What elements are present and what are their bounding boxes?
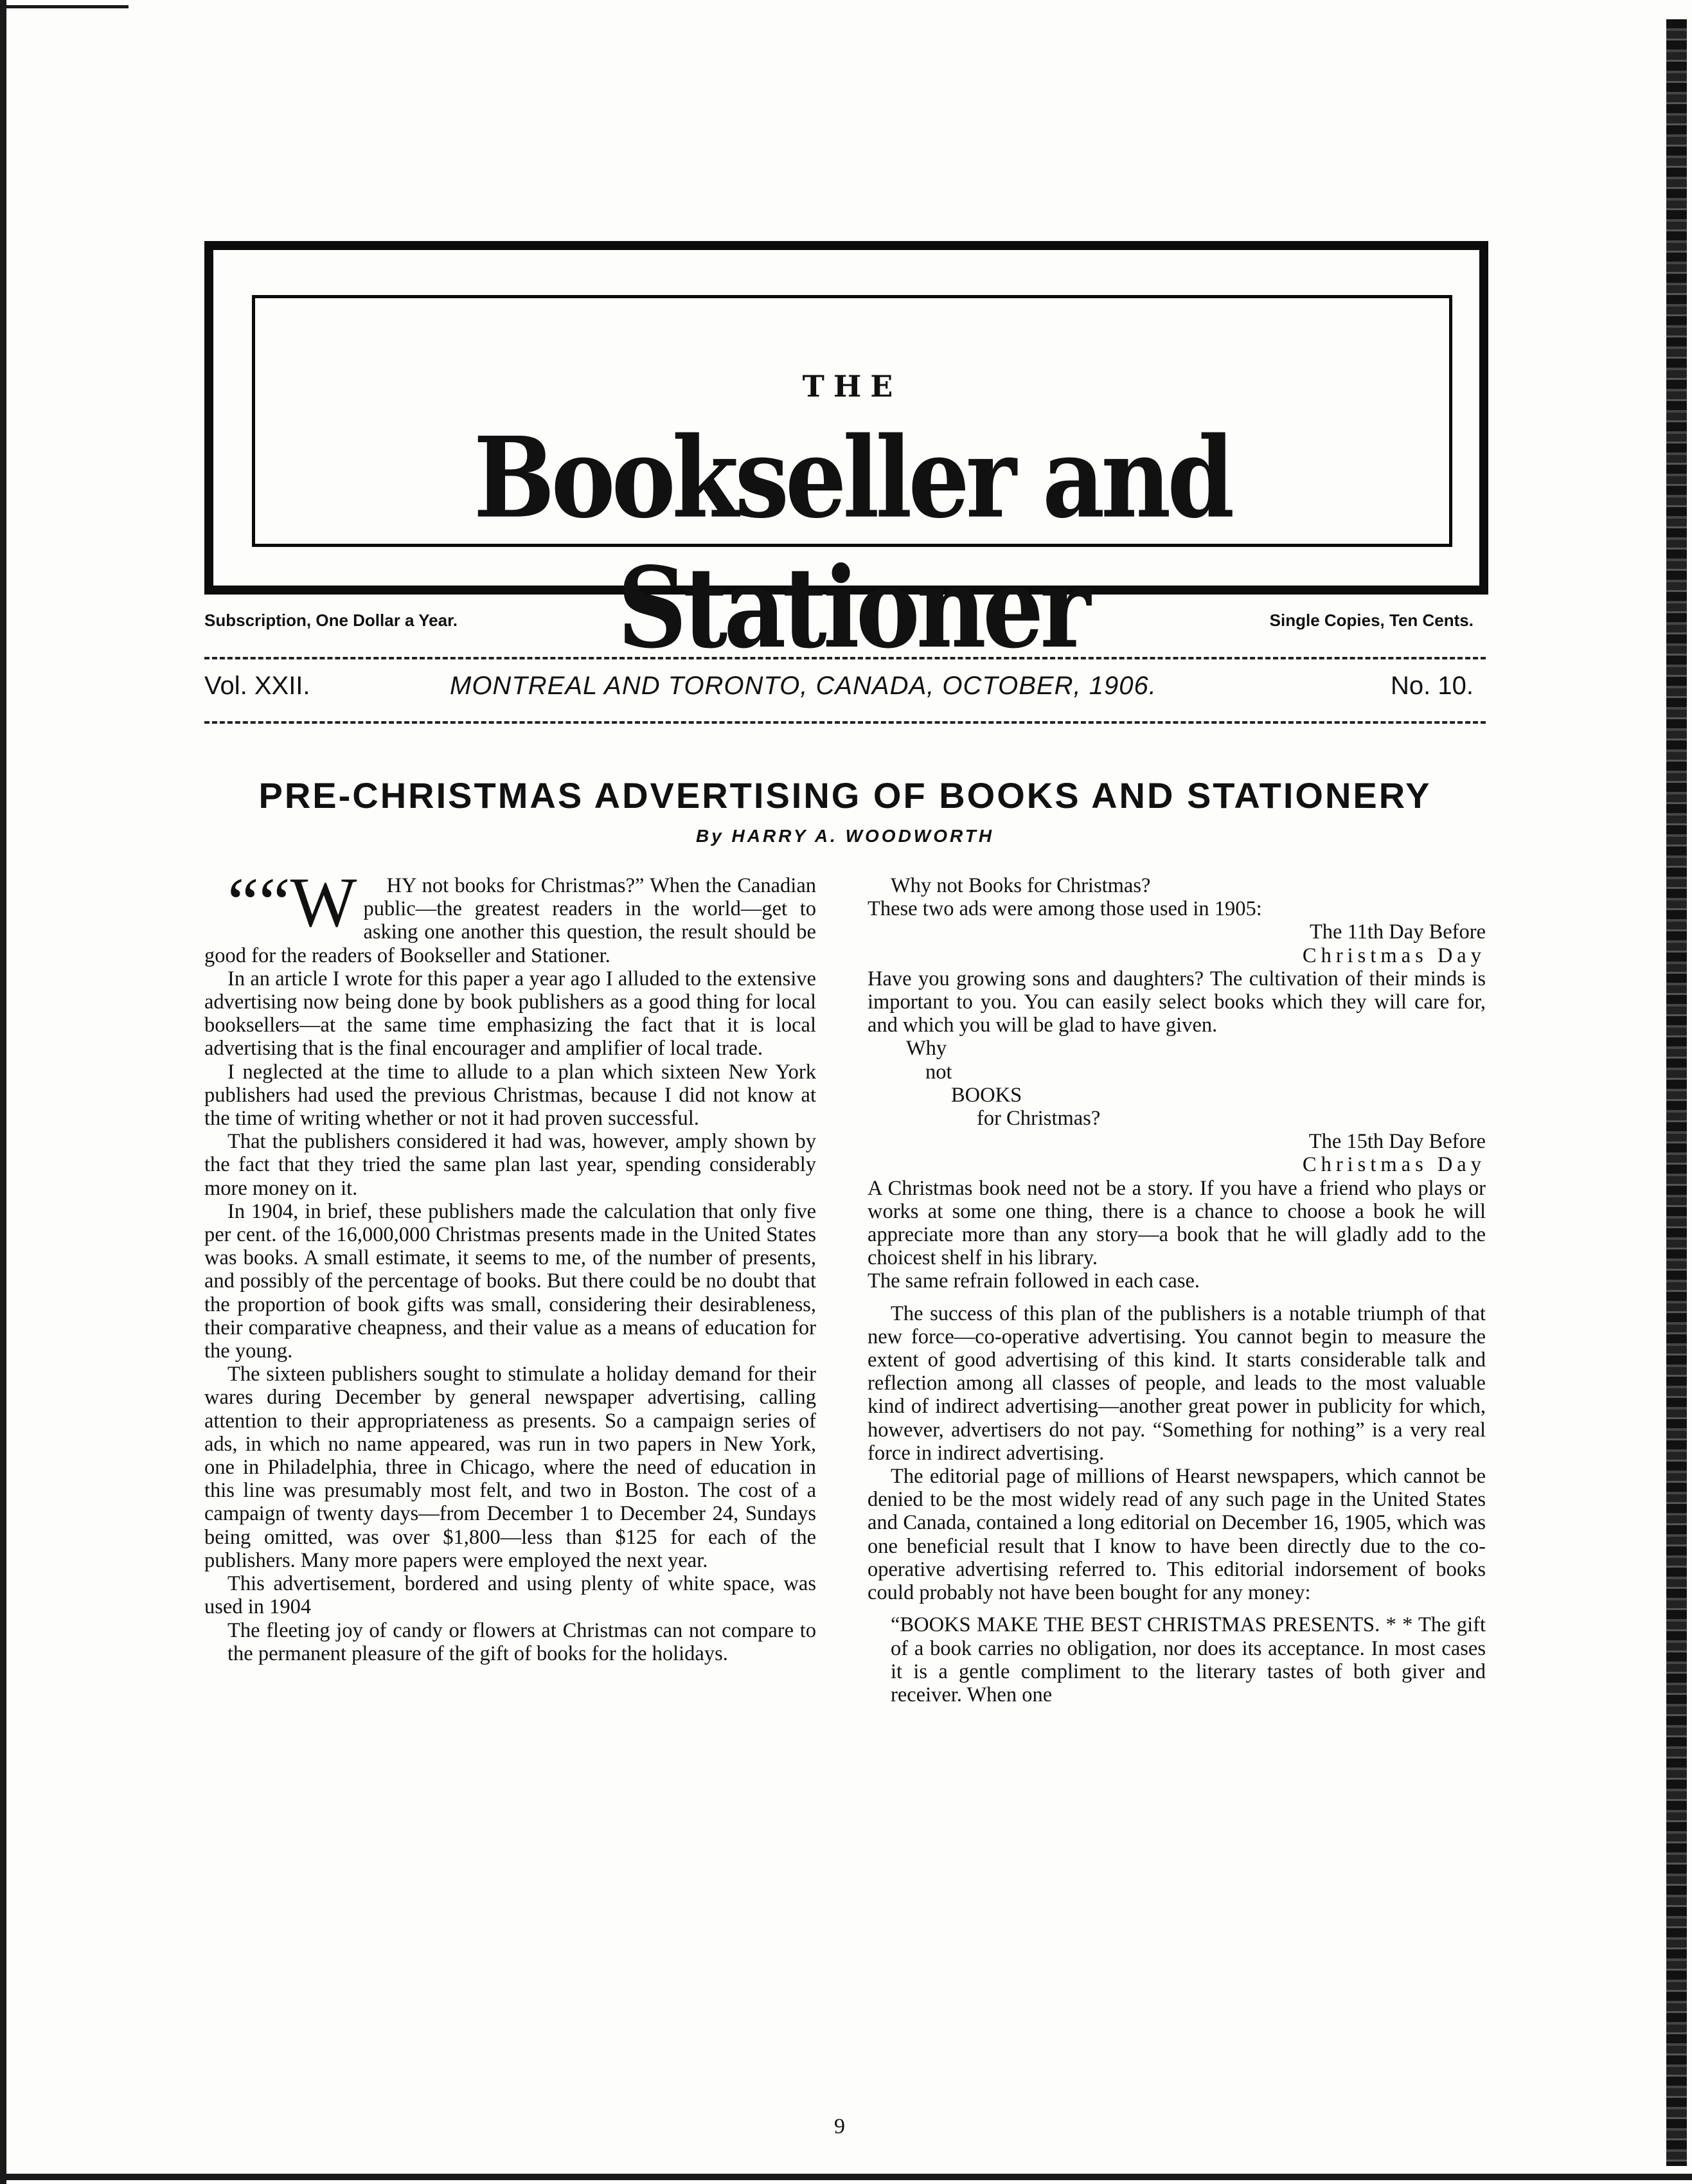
- masthead-the: THE: [802, 369, 902, 404]
- dateline: MONTREAL AND TORONTO, CANADA, OCTOBER, 1906.: [450, 672, 1157, 700]
- ad1-why: Why: [906, 1037, 947, 1061]
- masthead-title: Bookseller and Stationer: [473, 413, 1231, 674]
- volume-number: Vol. XXII.: [204, 672, 310, 700]
- ad-headline: Why not Books for Christmas?: [891, 874, 1151, 897]
- paragraph: These two ads were among those used in 1905:: [868, 897, 1262, 921]
- editorial-quote: “BOOKS MAKE THE BEST CHRISTMAS PRESENTS. * * The gift of a book carries no obligation, nor does its acceptance. In most cases it is a gentle compliment to the literary tastes of both giver and receiver. When one: [891, 1613, 1486, 1706]
- paragraph: I neglected at the time to allude to a plan which sixteen New York publishers had used the previous Christmas, because I did not know at the time of writing whether or not it had proven successful.: [204, 1060, 816, 1131]
- page-number: 9: [834, 2115, 845, 2138]
- ad2-christmas-label: Christmas Day: [1302, 1153, 1486, 1177]
- scan-border-right: [1666, 19, 1687, 2166]
- article-column-right: [868, 874, 1486, 2127]
- ad1-not: not: [925, 1060, 952, 1084]
- paragraph: The sixteen publishers sought to stimulate a holiday demand for their wares during December by general newspaper advertising, calling attention to their appropriateness as presents. So a campaign series of ads, in which no name appeared, was run in two papers in New York, one in Philadelphia, three in Chicago, where the need of education in this line was presumably most felt, and two in Boston. The cost of a campaign of twenty days—from December 1 to December 24, Sundays being omitted, was over $1,800—less than $125 for each of the publishers. Many more papers were employed the next year.: [204, 1363, 816, 1572]
- scan-border-left: [0, 0, 6, 2184]
- ad1-for-christmas: for Christmas?: [977, 1107, 1101, 1131]
- ad2-day-label: The 15th Day Before: [1308, 1130, 1486, 1154]
- divider-rule-top: [204, 657, 1486, 659]
- paragraph: The editorial page of millions of Hearst newspapers, which cannot be denied to be the most widely read of any such page in the United States and Canada, contained a long editorial on December 16, 1905, which was one beneficial result that I know to have been directly due to the co-operative advertising referred to. This editorial indorsement of books could probably not have been bought for any money:: [868, 1465, 1486, 1605]
- ad1-books: BOOKS: [951, 1083, 1022, 1107]
- ad1-day-label: The 11th Day Before: [1309, 920, 1486, 944]
- divider-rule-bottom: [204, 721, 1486, 724]
- scan-border-top: [0, 5, 129, 8]
- article-headline: PRE-CHRISTMAS ADVERTISING OF BOOKS AND STATIONERY: [258, 775, 1432, 816]
- ad1-body: Have you growing sons and daughters? The cultivation of their minds is important to you. You can easily select books which they will care for, and which you will be glad to have given.: [868, 967, 1486, 1037]
- opening-quote-mark: ““: [227, 874, 290, 942]
- drop-cap-letter: W: [290, 874, 357, 942]
- opening-paragraph: [204, 874, 816, 967]
- paragraph: The success of this plan of the publishers is a notable triumph of that new force—co-operative advertising. You cannot begin to measure the extent of good advertising of this kind. It starts considerable talk and reflection among all classes of people, and leads to the most valuable kind of indirect advertising—another great power in publicity for which, however, advertisers do not pay. “Something for nothing” is a very real force in indirect advertising.: [868, 1302, 1486, 1465]
- drop-cap: [204, 874, 357, 942]
- scan-border-bottom: [0, 2174, 1692, 2180]
- ad2-body: A Christmas book need not be a story. If you have a friend who plays or works at some one thing, there is a chance to choose a book he will appreciate more than any story—a book that he will gladly add to the choicest shelf in his library.: [868, 1176, 1486, 1270]
- paragraph: In an article I wrote for this paper a year ago I alluded to the extensive advertising now being done by book publishers as a good thing for local booksellers—at the same time emphasizing the fact that it is local advertising that is the final encourager and amplifier of local trade.: [204, 967, 816, 1061]
- paragraph: In 1904, in brief, these publishers made the calculation that only five per cent. of the 16,000,000 Christmas presents made in the United States was books. A small estimate, it seems to me, of the number of presents, and possibly of the percentage of books. But there could be no doubt that the proportion of book gifts was small, considering their desirableness, their comparative cheapness, and their value as a means of education for the young.: [204, 1199, 816, 1363]
- ad1-christmas-label: Christmas Day: [1302, 944, 1486, 967]
- paragraph: That the publishers considered it had was, however, amply shown by the fact that they tried the same plan last year, spending considerably more money on it.: [204, 1130, 816, 1200]
- subscription-price: Subscription, One Dollar a Year.: [204, 611, 458, 630]
- ad-quote: The fleeting joy of candy or flowers at Christmas can not compare to the permanent pleasure of the gift of books for the holidays.: [227, 1618, 816, 1665]
- article-byline: By HARRY A. WOODWORTH: [695, 826, 995, 846]
- paragraph-text: HY not books for Christmas?” When the Canadian public—the greatest readers in the world—get to asking one another this question, the result should be good for the readers of Bookseller and Stationer.: [204, 874, 816, 967]
- paragraph: This advertisement, bordered and using plenty of white space, was used in 1904: [204, 1572, 816, 1619]
- single-copy-price: Single Copies, Ten Cents.: [1269, 611, 1474, 630]
- paragraph: The same refrain followed in each case.: [868, 1269, 1200, 1293]
- article-column-left: [204, 874, 816, 2127]
- issue-number: No. 10.: [1391, 672, 1474, 700]
